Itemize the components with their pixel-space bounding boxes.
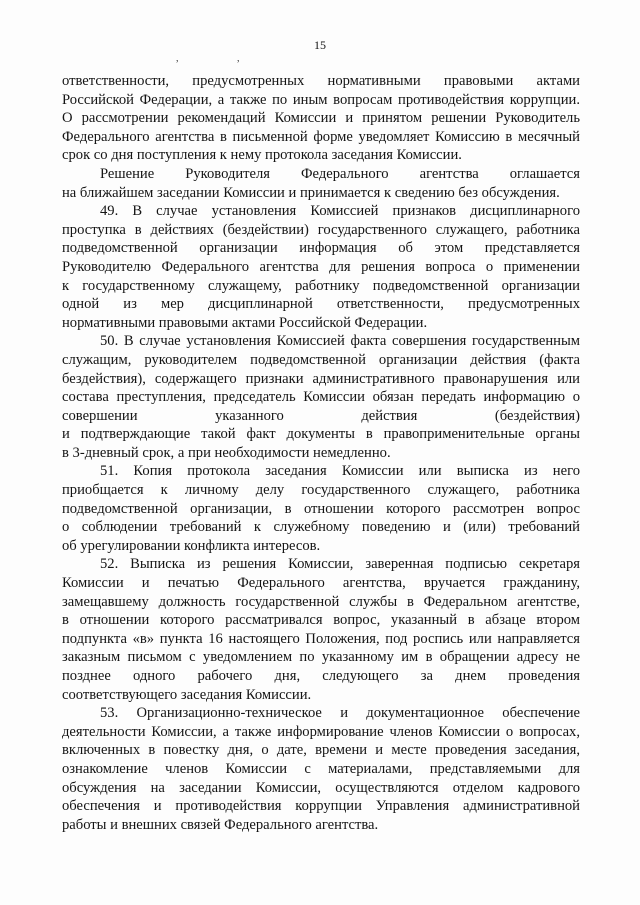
text-line: ознакомление членов Комиссии с материалами, представляемыми для xyxy=(62,760,580,777)
text-line: работы и внешних связей Федерального агентства. xyxy=(62,816,379,833)
paragraph-decision xyxy=(62,165,580,202)
text-line: об урегулировании конфликта интересов. xyxy=(62,537,321,554)
text-line: состава преступления, председатель Комиссии обязан передать информацию о xyxy=(62,389,580,406)
paragraph-51 xyxy=(62,462,580,555)
text-line: О рассмотрении рекомендаций Комиссии и принятом решении Руководитель xyxy=(62,110,580,127)
text-line: позднее одного рабочего дня, следующего за днем проведения xyxy=(62,668,580,684)
text-line: 51. Копия протокола заседания Комиссии или выписка из него xyxy=(100,463,580,480)
text-line: Решение Руководителя Федерального агентства оглашается xyxy=(100,165,580,182)
margin-marks: , , xyxy=(176,53,268,64)
text-line: срок со дня поступления к нему протокола заседания Комиссии. xyxy=(62,147,462,164)
text-line: Федерального агентства в письменной форме уведомляет Комиссию в месячный xyxy=(62,128,580,145)
text-line: служащим, руководителем подведомственной организации действия (факта xyxy=(62,351,580,368)
text-line: ответственности, предусмотренных нормативными правовыми актами xyxy=(62,73,580,89)
paragraph-continuation xyxy=(62,72,580,165)
text-line: обеспечения и противодействия коррупции Управления административной xyxy=(62,798,580,815)
text-line: и подтверждающие такой факт документы в правоприменительные органы xyxy=(62,426,580,443)
text-line: обсуждения на заседании Комиссии, осуществляются отделом кадрового xyxy=(62,779,580,796)
text-line: 49. В случае установления Комиссией признаков дисциплинарного xyxy=(100,203,580,220)
paragraph-49 xyxy=(62,202,580,332)
text-line: приобщается к личному делу государственного служащего, работника xyxy=(62,482,580,499)
text-line: Руководителю Федерального агентства для решения вопроса о применении xyxy=(62,258,580,275)
text-line: к государственному служащему, работнику подведомственной организации xyxy=(62,277,580,294)
text-line: Российской Федерации, а также по иным вопросам противодействия коррупции. xyxy=(62,91,580,108)
text-line: одной из мер дисциплинарной ответственности, предусмотренных xyxy=(62,296,580,313)
text-line: 52. Выписка из решения Комиссии, заверенная подписью секретаря xyxy=(100,556,580,573)
text-line: о соблюдении требований к служебному поведению и (или) требований xyxy=(62,519,580,536)
text-line: Комиссии и печатью Федерального агентства, вручается гражданину, xyxy=(62,575,580,592)
text-line: нормативными правовыми актами Российской Федерации. xyxy=(62,314,428,331)
paragraph-50 xyxy=(62,332,580,462)
text-line: на ближайшем заседании Комиссии и принимается к сведению без обсуждения. xyxy=(62,184,560,201)
text-line: подведомственной организации, в отношении которого рассмотрен вопрос xyxy=(62,500,580,517)
text-line: замещавшему должность государственной службы в Федеральном агентстве, xyxy=(62,593,580,610)
text-line: в отношении которого рассматривался вопрос, указанный в абзаце втором xyxy=(62,612,580,629)
text-line: 50. В случае установления Комиссией факта совершения государственным xyxy=(100,333,580,350)
text-line: 53. Организационно-техническое и документационное обеспечение xyxy=(100,705,580,722)
paragraph-53 xyxy=(62,704,580,834)
text-line: проступка в действиях (бездействии) государственного служащего, работника xyxy=(62,221,580,238)
page-number: 15 xyxy=(314,38,326,52)
paragraph-52 xyxy=(62,555,580,704)
text-line: бездействия), содержащего признаки административного правонарушения или xyxy=(62,370,580,387)
text-line: включенных в повестку дня, о дате, времени и месте проведения заседания, xyxy=(62,742,580,759)
text-line: подведомственной организации информация об этом представляется xyxy=(62,240,580,257)
text-line: заказным письмом с уведомлением по указанному им в обращении адресу не xyxy=(62,649,580,666)
text-line: совершении указанного действия (бездействия) xyxy=(62,407,580,424)
text-line: соответствующего заседания Комиссии. xyxy=(62,686,312,703)
text-line: подпункта «в» пункта 16 настоящего Положения, под роспись или направляется xyxy=(62,630,580,647)
text-line: в 3-дневный срок, а при необходимости немедленно. xyxy=(62,444,391,461)
document-body xyxy=(62,72,580,834)
text-line: деятельности Комиссии, а также информирование членов Комиссии о вопросах, xyxy=(62,723,580,740)
